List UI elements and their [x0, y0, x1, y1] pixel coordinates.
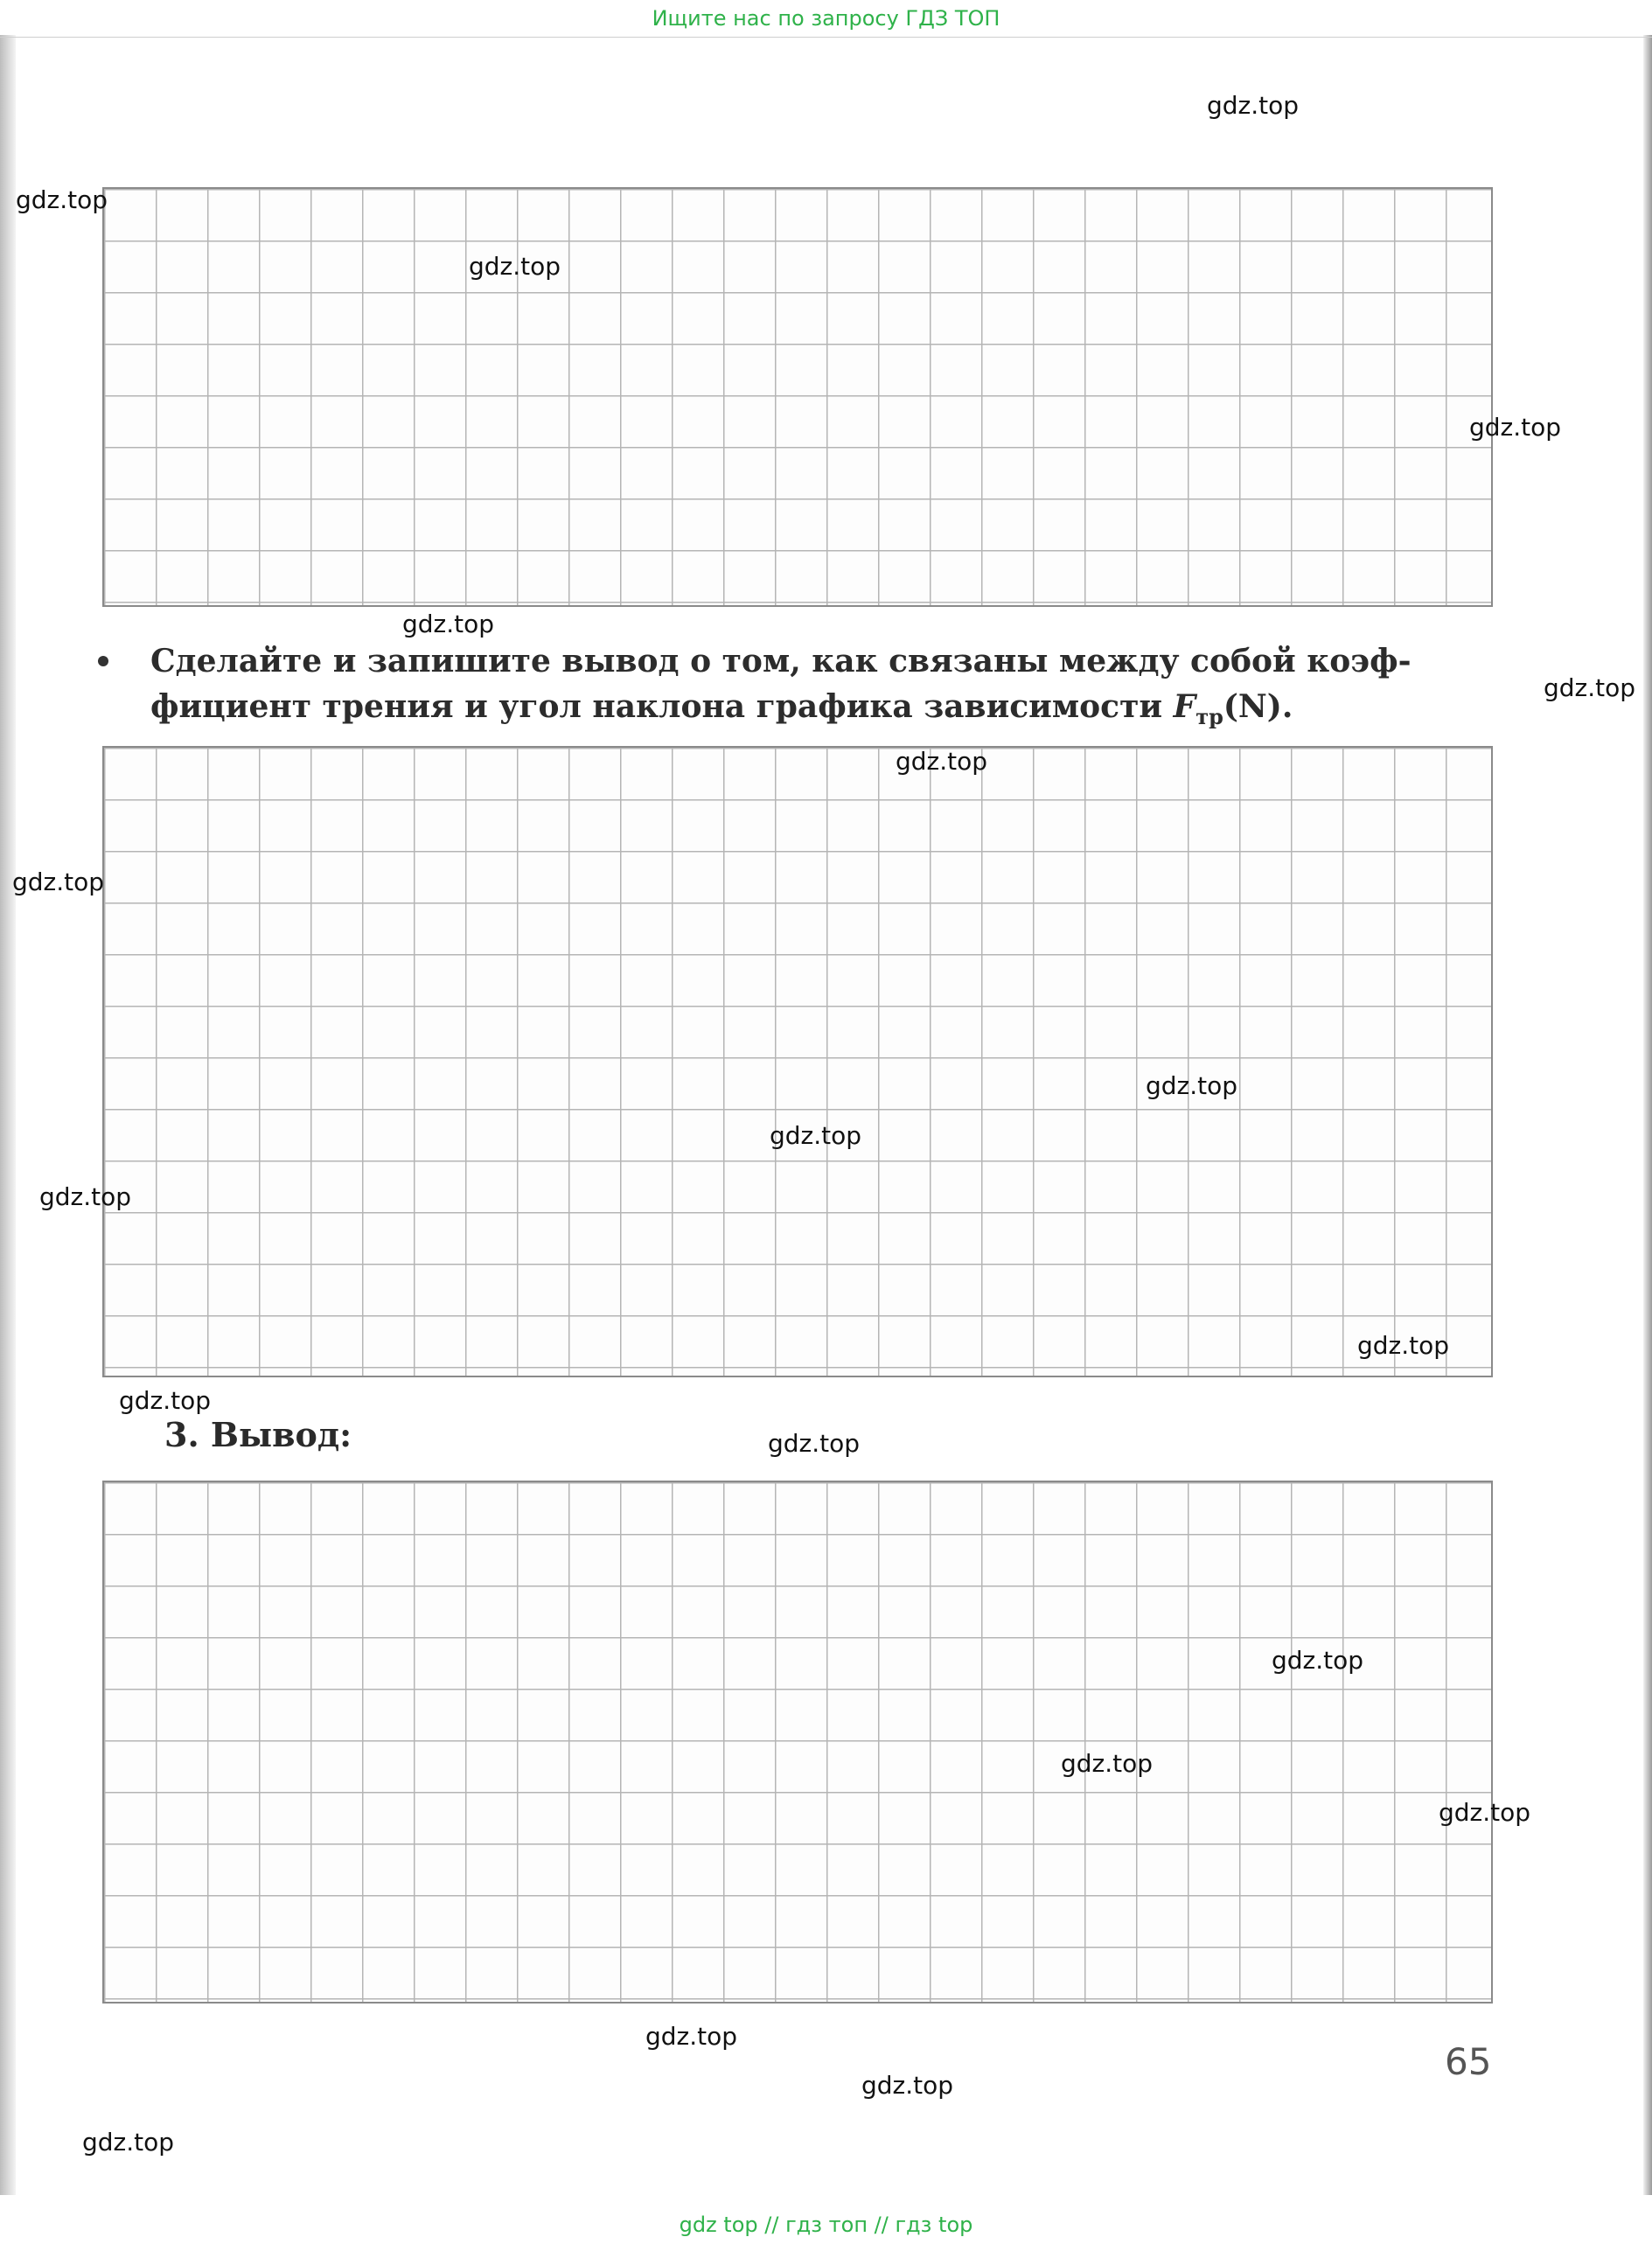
graph-paper-grid-3 — [102, 1481, 1493, 2004]
watermark: gdz.top — [1544, 673, 1636, 702]
formula-argument: (N) — [1223, 688, 1282, 725]
formula-F: F — [1173, 688, 1196, 725]
bullet-dot-icon — [98, 656, 108, 666]
watermark: gdz.top — [1469, 413, 1562, 442]
instruction-line-1: Сделайте и запишите вывод о том, как связаны между собой коэф- — [150, 643, 1412, 679]
page-number: 65 — [1445, 2040, 1492, 2083]
page-fold-shadow-right — [1643, 35, 1652, 2195]
page-fold-shadow-left — [0, 35, 16, 2195]
watermark: gdz.top — [861, 2071, 954, 2100]
graph-paper-grid-1 — [102, 187, 1493, 607]
section-heading-conclusion: 3. Вывод: — [164, 1415, 352, 1454]
watermark: gdz.top — [119, 1386, 212, 1415]
watermark: gdz.top — [896, 747, 988, 776]
watermark: gdz.top — [469, 252, 561, 281]
top-banner[interactable]: Ищите нас по запросу ГДЗ ТОП — [0, 0, 1652, 38]
instruction-line-2: фициент трения и угол наклона графика зависимости — [150, 688, 1174, 725]
instruction-text — [150, 638, 1412, 740]
watermark: gdz.top — [1146, 1071, 1238, 1100]
formula-subscript: тр — [1195, 704, 1223, 730]
watermark: gdz.top — [12, 868, 105, 896]
watermark: gdz.top — [1061, 1749, 1154, 1778]
watermark: gdz.top — [1357, 1331, 1450, 1360]
watermark: gdz.top — [1207, 91, 1300, 120]
instruction-bullet — [98, 638, 1497, 740]
instruction-end: . — [1281, 688, 1293, 725]
watermark: gdz.top — [1439, 1798, 1531, 1827]
bottom-footer[interactable]: gdz top // гдз топ // гдз top — [0, 2206, 1652, 2244]
watermark: gdz.top — [1272, 1646, 1364, 1675]
watermark: gdz.top — [770, 1121, 862, 1150]
watermark: gdz.top — [768, 1429, 861, 1458]
watermark: gdz.top — [39, 1182, 132, 1211]
watermark: gdz.top — [16, 185, 108, 214]
graph-paper-grid-2 — [102, 746, 1493, 1377]
watermark: gdz.top — [402, 610, 495, 638]
watermark: gdz.top — [645, 2022, 738, 2051]
watermark: gdz.top — [82, 2128, 175, 2157]
